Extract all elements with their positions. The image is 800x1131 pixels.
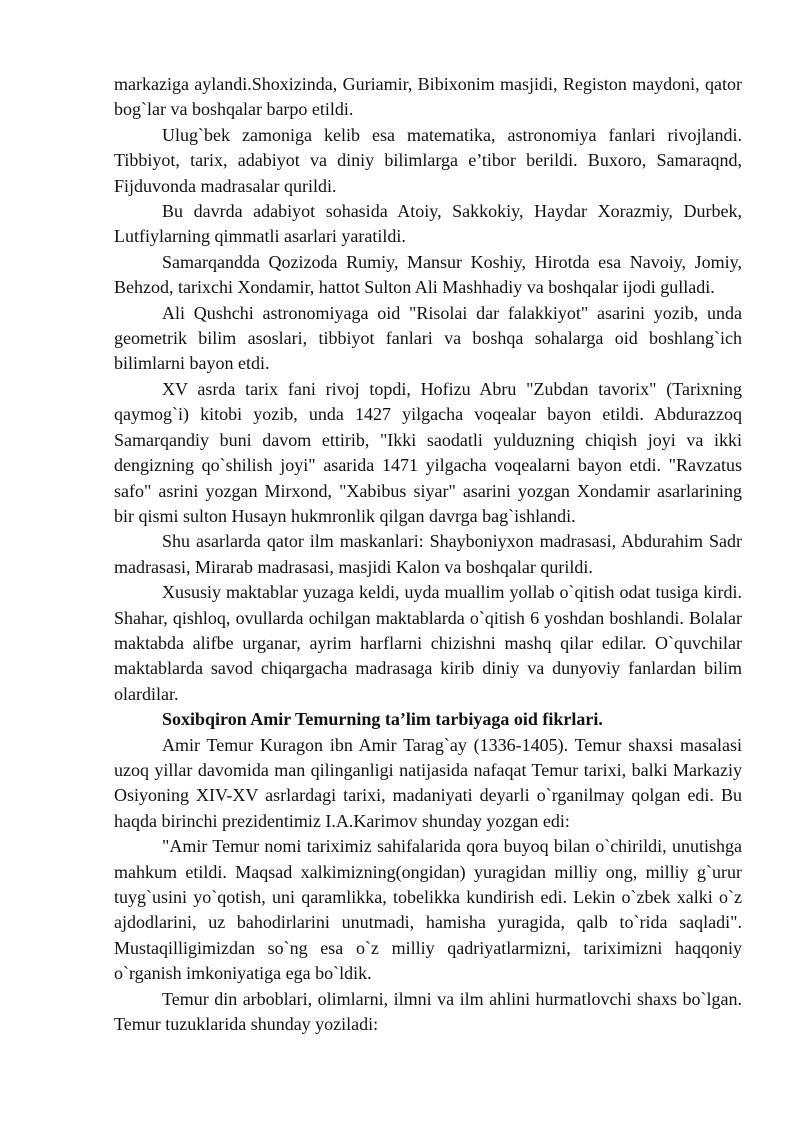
paragraph-ali-qushchi: Ali Qushchi astronomiyaga oid "Risolai dar falakkiyot" asarini yozib, unda geometrik bilim asoslari, tibbiyot fanlari va boshqa sohalarga oid boshlang`ich bilimlarni bayon etdi.: [114, 302, 742, 374]
paragraph-private-schools: Xususiy maktablar yuzaga keldi, uyda muallim yollab o`qitish odat tusiga kirdi. Shahar, qishloq, ovullarda ochilgan maktablarda o`qitish 6 yoshdan boshlandi. Bolalar maktabda alifbe urganar, ayrim harflarni chizishni mashq qilar edilar. O`quvchilar maktablarda savod chiqargacha madrasaga kirib diniy va dunyoviy fanlardan bilim olardilar.: [114, 582, 742, 704]
paragraph-samarkand-scholars: Samarqandda Qozizoda Rumiy, Mansur Koshiy, Hirotda esa Navoiy, Jomiy, Behzod, tarixchi Xondamir, hattot Sulton Ali Mashhadiy va boshqalar ijodi gulladi.: [114, 251, 742, 298]
paragraph-continuation: markaziga aylandi.Shoxizinda, Guriamir, Bibixonim masjidi, Registon maydoni, qator bog`lar va boshqalar barpo etildi.: [114, 74, 742, 120]
paragraph-temur-scholars: Temur din arboblari, olimlarni, ilmni va ilm ahlini hurmatlovchi shaxs bo`lgan. Temur tuzuklarida shunday yoziladi:: [114, 988, 742, 1035]
document-page: [114, 72, 742, 1037]
paragraph-ulugbek: Ulug`bek zamoniga kelib esa matematika, astronomiya fanlari rivojlandi. Tibbiyot, tarix, adabiyot va diniy bilimlarga e’tibor berildi. Buxoro, Samaraqnd, Fijduvonda madrasalar qurildi.: [114, 124, 742, 196]
paragraph-amir-temur: Amir Temur Kuragon ibn Amir Tarag`ay (1336-1405). Temur shaxsi masalasi uzoq yillar davomida man qilinganligi natijasida nafaqat Temur tarixi, balki Markaziy Osiyoning XIV-XV asrlardagi tarixi, madaniyati deyarli o`rganilmay qolgan edi. Bu haqda birinchi prezidentimiz I.A.Karimov shunday yozgan edi:: [114, 734, 742, 831]
paragraph-madrasas: Shu asarlarda qator ilm maskanlari: Shayboniyxon madrasasi, Abdurahim Sadr madrasasi, Mirarab madrasasi, masjidi Kalon va boshqalar qurildi.: [114, 531, 742, 577]
paragraph-history-science: XV asrda tarix fani rivoj topdi, Hofizu Abru "Zubdan tavorix" (Tarixning qaymog`i) kitobi yozib, unda 1427 yilgacha voqealar bayon etildi. Abdurazzoq Samarqandiy buni davom ettirib, "Ikki saodatli yulduzning chiqish joyi va ikki dengizning qo`shilish joyi" asarida 1471 yilgacha voqealarni bayon etdi. "Ravzatus safo" asrini yozgan Mirxond, "Xabibus siyar" asarini yozgan Xondamir asarlarining bir qismi sulton Husayn hukmronlik qilgan davrga bag`ishlandi.: [114, 378, 742, 526]
paragraph-literature: Bu davrda adabiyot sohasida Atoiy, Sakkokiy, Haydar Xorazmiy, Durbek, Lutfiylarning qimmatli asarlari yaratildi.: [114, 201, 742, 247]
paragraph-quote: "Amir Temur nomi tariximiz sahifalarida qora buyoq bilan o`chirildi, unutishga mahkum etildi. Maqsad xalkimizning(ongidan) yuragidan milliy ong, milliy g`urur tuyg`usini yo`qotish, uni qaramlikka, tobelikka kundirish edi. Lekin o`zbek xalki o`z ajdodlarini, uz bahodirlarini unutmadi, hamisha yuragida, qalb to`rida saqladi". Mustaqilligimizdan so`ng esa o`z milliy qadriyatlarmizni, tariximizni haqqoniy o`rganish imkoniyatiga ega bo`ldik.: [114, 836, 742, 984]
section-heading: Soxibqiron Amir Temurning ta’lim tarbiyaga oid fikrlari.: [162, 709, 603, 730]
